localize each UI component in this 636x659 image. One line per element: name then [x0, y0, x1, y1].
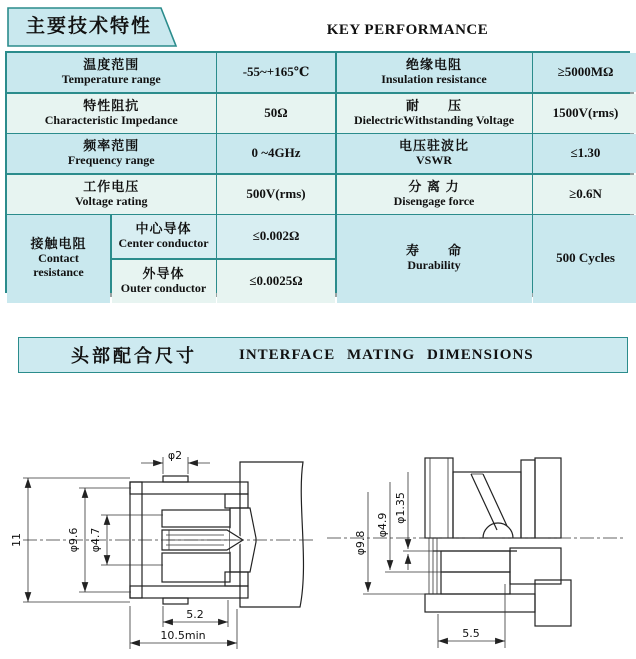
param-durability [337, 215, 532, 303]
insulator-rear [510, 548, 561, 584]
dim-label-phi135: φ1.35 [394, 492, 407, 524]
value-text: 1500V(rms) [552, 104, 619, 120]
value-withstanding-voltage [533, 94, 636, 133]
value-text: 50Ω [264, 104, 288, 120]
value-characteristic-impedance [217, 94, 335, 133]
param-cn: 寿 命 [405, 243, 462, 259]
right-mating-drawing [325, 430, 631, 655]
param-cn: 中心导体 [135, 221, 192, 237]
param-cn: 特性阻抗 [83, 97, 140, 113]
insulator [441, 572, 510, 594]
param-contact-resistance [7, 215, 110, 303]
param-en: Durability [407, 258, 461, 273]
param-en: Characteristic Impedance [44, 112, 178, 127]
dim-label-phi49: φ4.9 [376, 512, 389, 538]
value-text: 0 ~4GHz [251, 145, 301, 161]
dim-label-52: 5.2 [186, 608, 204, 621]
mounting-panel [240, 462, 303, 607]
value-outer-conductor [217, 260, 335, 303]
param-en: Frequency range [67, 153, 155, 168]
param-cn: 耐 压 [405, 97, 462, 113]
param-cn: 绝缘电阻 [405, 57, 462, 73]
air-gap [441, 551, 510, 572]
dim-label-55: 5.5 [462, 627, 480, 640]
param-voltage-rating [7, 175, 216, 214]
value-insulation-resistance [533, 53, 636, 92]
body-wall [425, 594, 535, 612]
section2-title-en: INTERFACE MATING DIMENSIONS [239, 346, 534, 363]
param-center-conductor [112, 215, 216, 258]
value-text: ≤0.0025Ω [249, 272, 303, 288]
value-frequency-range [217, 134, 335, 173]
param-cn: 温度范围 [83, 57, 140, 73]
param-characteristic-impedance [7, 94, 216, 133]
param-en: Temperature range [61, 72, 161, 87]
section1-title-cn: 主要技术特性 [25, 16, 152, 37]
value-text: ≥0.6N [569, 185, 602, 201]
section1-title-en: KEY PERFORMANCE [326, 22, 489, 38]
param-en: Contact resistance [33, 251, 84, 280]
value-text: ≥5000MΩ [557, 64, 614, 80]
param-cn: 工作电压 [83, 178, 140, 194]
dim-label-11: 11 [10, 533, 23, 547]
value-disengage-force [533, 175, 636, 214]
param-en: VSWR [415, 153, 452, 168]
param-en: Center conductor [118, 236, 209, 251]
section2-title-cn: 头部配合尺寸 [71, 346, 197, 366]
value-temperature-range [217, 53, 335, 92]
bayonet-slot [471, 474, 513, 538]
section2-header-bar [18, 337, 628, 373]
value-text: ≤0.002Ω [252, 228, 300, 244]
param-en: Outer conductor [120, 280, 207, 295]
plug-upper-body [425, 458, 561, 538]
param-frequency-range [7, 134, 216, 173]
value-text: 500V(rms) [246, 185, 306, 201]
param-cn: 电压驻波比 [398, 138, 469, 154]
param-insulation-resistance [337, 53, 532, 92]
value-text: -55~+165℃ [242, 64, 310, 80]
dim-label-phi2: φ2 [167, 449, 183, 462]
param-cn: 接触电阻 [30, 236, 87, 252]
param-en: Disengage force [393, 193, 475, 208]
param-vswr [337, 134, 532, 173]
param-disengage-force [337, 175, 532, 214]
dim-label-105min: 10.5min [160, 629, 206, 642]
value-vswr [533, 134, 636, 173]
spec-table [5, 51, 630, 293]
value-voltage-rating [217, 175, 335, 214]
value-durability [533, 215, 636, 303]
param-withstanding-voltage [337, 94, 532, 133]
knurled-nut [535, 458, 561, 538]
param-temperature-range [7, 53, 216, 92]
param-outer-conductor [112, 260, 216, 303]
body-rear [535, 580, 571, 626]
param-en: Insulation resistance [381, 72, 487, 87]
param-cn: 外导体 [142, 265, 185, 281]
dim-label-phi47: φ4.7 [89, 527, 102, 553]
param-cn: 分 离 力 [408, 178, 460, 194]
value-center-conductor [217, 215, 335, 258]
param-cn: 频率范围 [83, 138, 140, 154]
dim-label-phi98: φ9.8 [354, 530, 367, 556]
value-text: 500 Cycles [556, 250, 615, 266]
left-mating-drawing [5, 430, 320, 655]
dimensions [10, 449, 237, 649]
dim-label-phi96: φ9.6 [67, 527, 80, 553]
value-text: ≤1.30 [570, 145, 601, 161]
param-en: Voltage rating [74, 193, 148, 208]
param-en: DielectricWithstanding Voltage [353, 112, 515, 127]
